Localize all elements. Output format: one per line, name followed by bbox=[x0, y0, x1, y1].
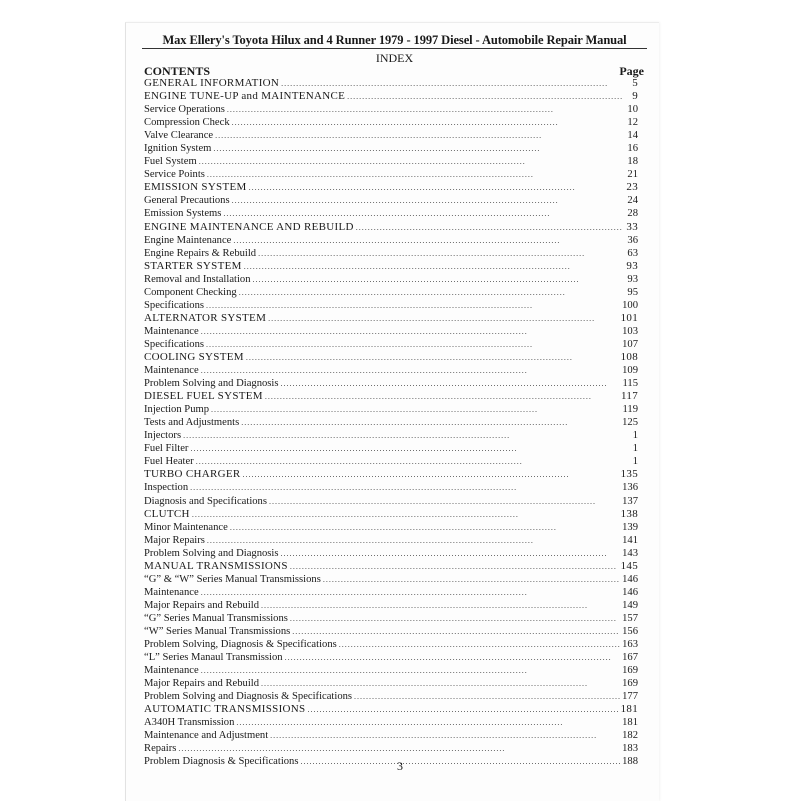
toc-entry-page: 169 bbox=[622, 665, 638, 677]
leader-dots bbox=[292, 625, 620, 638]
toc-entry-label: Diagnosis and Specifications bbox=[144, 495, 267, 507]
toc-entry-row bbox=[144, 677, 638, 690]
toc-entry-row bbox=[144, 599, 638, 612]
toc-entry-label: TURBO CHARGER bbox=[144, 468, 241, 481]
toc-entry-label: Major Repairs and Rebuild bbox=[144, 678, 260, 690]
toc-entry-page: 146 bbox=[622, 586, 638, 598]
toc-entry-row bbox=[144, 429, 638, 442]
toc-entry-page: 157 bbox=[622, 612, 638, 624]
leader-dots bbox=[192, 508, 619, 521]
toc-entry-row bbox=[144, 534, 638, 547]
toc-entry-row bbox=[144, 442, 638, 455]
toc-entry-row bbox=[144, 742, 638, 755]
toc-entry-page: 117 bbox=[621, 390, 638, 403]
toc-section-row bbox=[144, 181, 638, 194]
toc-entry-page: 136 bbox=[622, 482, 638, 494]
toc-entry-label: CLUTCH bbox=[144, 507, 190, 520]
toc-entry-page: 101 bbox=[620, 311, 638, 324]
leader-dots bbox=[183, 429, 622, 442]
toc-entry-label: Engine Repairs & Rebuild bbox=[144, 247, 257, 259]
toc-entry-page: 169 bbox=[622, 678, 638, 690]
toc-entry-label: EMISSION SYSTEM bbox=[144, 181, 247, 194]
toc-entry-label: ENGINE TUNE-UP and MAINTENANCE bbox=[144, 90, 346, 103]
toc-entry-label: Maintenance bbox=[144, 365, 199, 377]
toc-entry-page: 183 bbox=[622, 743, 638, 755]
toc-entry-page: 1 bbox=[632, 430, 638, 442]
toc-entry-page: 135 bbox=[620, 468, 638, 481]
toc-entry-page: 115 bbox=[622, 378, 638, 390]
leader-dots bbox=[285, 651, 621, 664]
toc-entry-label: Problem Solving and Diagnosis & Specifications bbox=[144, 691, 353, 703]
toc-entry-label: Ignition System bbox=[144, 143, 212, 155]
leader-dots bbox=[230, 521, 620, 534]
toc-entry-label: “W” Series Manual Transmissions bbox=[144, 625, 291, 637]
toc-entry-label: STARTER SYSTEM bbox=[144, 259, 242, 272]
leader-dots bbox=[265, 390, 619, 403]
toc-entry-page: 100 bbox=[622, 299, 638, 311]
toc-entry-row bbox=[144, 299, 638, 312]
toc-section-row bbox=[144, 221, 638, 234]
toc-entry-label: Specifications bbox=[144, 338, 205, 350]
toc-section-row bbox=[144, 468, 638, 481]
toc-entry-row bbox=[144, 194, 638, 207]
toc-entry-label: Major Repairs bbox=[144, 534, 205, 546]
toc-entry-label: “G” Series Manual Transmissions bbox=[144, 612, 288, 624]
leader-dots bbox=[201, 364, 620, 377]
leader-dots bbox=[280, 547, 620, 560]
leader-dots bbox=[241, 416, 620, 429]
toc-entry-row bbox=[144, 273, 638, 286]
leader-dots bbox=[356, 221, 622, 234]
leader-dots bbox=[206, 299, 620, 312]
toc-entry-page: 1 bbox=[632, 443, 638, 455]
toc-entry-page: 138 bbox=[620, 507, 638, 520]
toc-entry-label: Emission Systems bbox=[144, 208, 222, 220]
leader-dots bbox=[290, 560, 619, 573]
toc-entry-row bbox=[144, 521, 638, 534]
toc-entry-page: 181 bbox=[620, 703, 638, 716]
leader-dots bbox=[261, 677, 620, 690]
toc-entry-label: Engine Maintenance bbox=[144, 234, 232, 246]
leader-dots bbox=[307, 703, 618, 716]
leader-dots bbox=[270, 729, 620, 742]
toc-entry-row bbox=[144, 364, 638, 377]
toc-entry-page: 16 bbox=[627, 143, 638, 155]
leader-dots bbox=[339, 638, 620, 651]
leader-dots bbox=[290, 612, 620, 625]
toc-entry-label: Repairs bbox=[144, 743, 177, 755]
toc-entry-row bbox=[144, 495, 638, 508]
toc-entry-row bbox=[144, 612, 638, 625]
toc-entry-label: Problem Solving, Diagnosis & Specifications bbox=[144, 639, 337, 651]
toc-entry-row bbox=[144, 155, 638, 168]
index-title: INDEX bbox=[375, 51, 414, 65]
toc-entry-label: “L” Series Manaul Transmission bbox=[144, 652, 283, 664]
toc-entry-row bbox=[144, 547, 638, 560]
leader-dots bbox=[280, 377, 620, 390]
toc-entry-page: 167 bbox=[622, 652, 638, 664]
toc-entry-page: 163 bbox=[622, 639, 638, 651]
toc-entry-label: Tests and Adjustments bbox=[144, 417, 240, 429]
toc-entry-label: Removal and Installation bbox=[144, 273, 251, 285]
toc-entry-label: A340H Transmission bbox=[144, 717, 235, 729]
toc-entry-label: Fuel System bbox=[144, 156, 197, 168]
toc-entry-page: 137 bbox=[622, 495, 638, 507]
toc-entry-label: Minor Maintenance bbox=[144, 521, 228, 533]
toc-entry-label: Maintenance bbox=[144, 665, 199, 677]
toc-section-row bbox=[144, 560, 638, 573]
toc-entry-page: 33 bbox=[626, 220, 638, 233]
leader-dots bbox=[244, 260, 622, 273]
toc-entry-page: 108 bbox=[620, 350, 638, 363]
leader-dots bbox=[215, 129, 622, 142]
leader-dots bbox=[213, 142, 622, 155]
toc-entry-page: 125 bbox=[622, 417, 638, 429]
toc-entry-row bbox=[144, 625, 638, 638]
leader-dots bbox=[227, 103, 622, 116]
toc-entry-row bbox=[144, 207, 638, 220]
leader-dots bbox=[206, 338, 620, 351]
header-rule bbox=[142, 48, 647, 49]
toc-entry-row bbox=[144, 651, 638, 664]
toc-entry-row bbox=[144, 142, 638, 155]
page-column-label: Page bbox=[619, 64, 644, 78]
toc-entry-label: Fuel Filter bbox=[144, 443, 189, 455]
toc-entry-row bbox=[144, 286, 638, 299]
toc-entry-row bbox=[144, 729, 638, 742]
leader-dots bbox=[281, 77, 622, 90]
toc-entry-label: COOLING SYSTEM bbox=[144, 350, 244, 363]
toc-entry-label: Problem Solving and Diagnosis bbox=[144, 378, 279, 390]
toc-entry-row bbox=[144, 586, 638, 599]
toc-entry-page: 63 bbox=[627, 247, 638, 259]
toc-entry-page: 93 bbox=[626, 259, 638, 272]
toc-entry-label: Fuel Heater bbox=[144, 456, 194, 468]
toc-entry-label: Service Operations bbox=[144, 104, 225, 116]
toc-entry-label: Major Repairs and Rebuild bbox=[144, 599, 260, 611]
leader-dots bbox=[347, 90, 622, 103]
toc-entry-label: Component Checking bbox=[144, 286, 237, 298]
toc-entry-label: Specifications bbox=[144, 299, 205, 311]
toc-entry-row bbox=[144, 716, 638, 729]
toc-entry-label: Problem Solving and Diagnosis bbox=[144, 547, 279, 559]
toc-entry-row bbox=[144, 377, 638, 390]
toc-section-row bbox=[144, 508, 638, 521]
toc-entry-page: 143 bbox=[622, 547, 638, 559]
toc-entry-page: 95 bbox=[627, 286, 638, 298]
toc-entry-label: Maintenance bbox=[144, 325, 199, 337]
toc-entry-label: “G” & “W” Series Manual Transmissions bbox=[144, 573, 321, 585]
toc-entry-page: 5 bbox=[632, 77, 638, 89]
leader-dots bbox=[243, 468, 619, 481]
leader-dots bbox=[201, 325, 620, 338]
leader-dots bbox=[236, 716, 620, 729]
toc-entry-page: 103 bbox=[622, 325, 638, 337]
leader-dots bbox=[323, 573, 620, 586]
toc-entry-label: Injectors bbox=[144, 430, 182, 442]
leader-dots bbox=[232, 116, 622, 129]
toc-entry-page: 139 bbox=[622, 521, 638, 533]
toc-entry-label: Problem Diagnosis & Specifications bbox=[144, 756, 299, 768]
toc-entry-label: Compression Check bbox=[144, 117, 230, 129]
toc-entry-page: 141 bbox=[622, 534, 638, 546]
table-of-contents bbox=[144, 77, 638, 768]
leader-dots bbox=[253, 273, 622, 286]
toc-entry-page: 28 bbox=[627, 208, 638, 220]
toc-entry-label: AUTOMATIC TRANSMISSIONS bbox=[144, 703, 306, 716]
toc-entry-row bbox=[144, 403, 638, 416]
leader-dots bbox=[232, 194, 622, 207]
toc-entry-row bbox=[144, 325, 638, 338]
toc-entry-row bbox=[144, 481, 638, 494]
toc-entry-page: 145 bbox=[620, 559, 638, 572]
toc-entry-label: ENGINE MAINTENANCE AND REBUILD bbox=[144, 220, 354, 233]
toc-entry-label: Inspection bbox=[144, 482, 189, 494]
toc-entry-label: Injection Pump bbox=[144, 404, 210, 416]
toc-entry-page: 188 bbox=[622, 756, 638, 768]
toc-entry-row bbox=[144, 664, 638, 677]
toc-entry-label: DIESEL FUEL SYSTEM bbox=[144, 390, 263, 403]
toc-entry-page: 14 bbox=[627, 130, 638, 142]
toc-entry-row bbox=[144, 168, 638, 181]
leader-dots bbox=[233, 234, 622, 247]
leader-dots bbox=[190, 481, 620, 494]
leader-dots bbox=[196, 455, 622, 468]
toc-entry-label: Valve Clearance bbox=[144, 130, 214, 142]
leader-dots bbox=[300, 755, 620, 768]
document-header: Max Ellery's Toyota Hilux and 4 Runner 1979 - 1997 Diesel - Automobile Repair Manual bbox=[162, 33, 627, 47]
leader-dots bbox=[268, 312, 618, 325]
toc-entry-label: ALTERNATOR SYSTEM bbox=[144, 311, 267, 324]
toc-entry-page: 156 bbox=[622, 625, 638, 637]
toc-entry-page: 1 bbox=[632, 456, 638, 468]
toc-entry-page: 9 bbox=[632, 90, 638, 103]
leader-dots bbox=[207, 534, 620, 547]
toc-entry-page: 149 bbox=[622, 599, 638, 611]
toc-entry-page: 107 bbox=[622, 338, 638, 350]
toc-entry-row bbox=[144, 338, 638, 351]
toc-entry-page: 109 bbox=[622, 365, 638, 377]
toc-entry-page: 18 bbox=[627, 156, 638, 168]
leader-dots bbox=[207, 168, 622, 181]
contents-label: CONTENTS bbox=[144, 64, 211, 78]
leader-dots bbox=[269, 495, 620, 508]
leader-dots bbox=[354, 690, 620, 703]
leader-dots bbox=[190, 442, 622, 455]
toc-entry-row bbox=[144, 455, 638, 468]
toc-entry-label: Maintenance and Adjustment bbox=[144, 730, 269, 742]
toc-section-row bbox=[144, 351, 638, 364]
toc-entry-row bbox=[144, 690, 638, 703]
toc-section-row bbox=[144, 312, 638, 325]
toc-section-row bbox=[144, 390, 638, 403]
leader-dots bbox=[199, 155, 622, 168]
toc-section-row bbox=[144, 90, 638, 103]
leader-dots bbox=[211, 403, 620, 416]
leader-dots bbox=[201, 586, 620, 599]
toc-entry-page: 21 bbox=[627, 169, 638, 181]
toc-entry-page: 177 bbox=[622, 691, 638, 703]
leader-dots bbox=[178, 742, 620, 755]
toc-entry-row bbox=[144, 234, 638, 247]
toc-entry-page: 12 bbox=[627, 117, 638, 129]
toc-entry-page: 119 bbox=[622, 404, 638, 416]
toc-entry-label: GENERAL INFORMATION bbox=[144, 77, 280, 89]
toc-entry-page: 182 bbox=[622, 730, 638, 742]
toc-entry-row bbox=[144, 103, 638, 116]
leader-dots bbox=[246, 351, 619, 364]
toc-entry-page: 181 bbox=[622, 717, 638, 729]
toc-entry-row bbox=[144, 116, 638, 129]
toc-entry-row bbox=[144, 638, 638, 651]
toc-entry-label: MANUAL TRANSMISSIONS bbox=[144, 559, 288, 572]
leader-dots bbox=[201, 664, 620, 677]
toc-entry-page: 23 bbox=[626, 181, 638, 194]
toc-entry-page: 24 bbox=[627, 195, 638, 207]
toc-entry-label: General Precautions bbox=[144, 195, 230, 207]
page-number: 3 bbox=[397, 759, 403, 773]
leader-dots bbox=[223, 207, 622, 220]
toc-entry-page: 93 bbox=[627, 273, 638, 285]
toc-entry-row bbox=[144, 129, 638, 142]
toc-section-row bbox=[144, 703, 638, 716]
toc-entry-row bbox=[144, 573, 638, 586]
toc-entry-row bbox=[144, 247, 638, 260]
toc-entry-page: 146 bbox=[622, 573, 638, 585]
toc-entry-page: 36 bbox=[627, 234, 638, 246]
toc-entry-page: 10 bbox=[627, 104, 638, 116]
toc-entry-label: Maintenance bbox=[144, 586, 199, 598]
leader-dots bbox=[249, 181, 622, 194]
toc-entry-label: Service Points bbox=[144, 169, 205, 181]
leader-dots bbox=[258, 247, 622, 260]
toc-entry-row bbox=[144, 416, 638, 429]
toc-section-row bbox=[144, 260, 638, 273]
leader-dots bbox=[239, 286, 622, 299]
toc-section-row bbox=[144, 77, 638, 90]
leader-dots bbox=[261, 599, 620, 612]
